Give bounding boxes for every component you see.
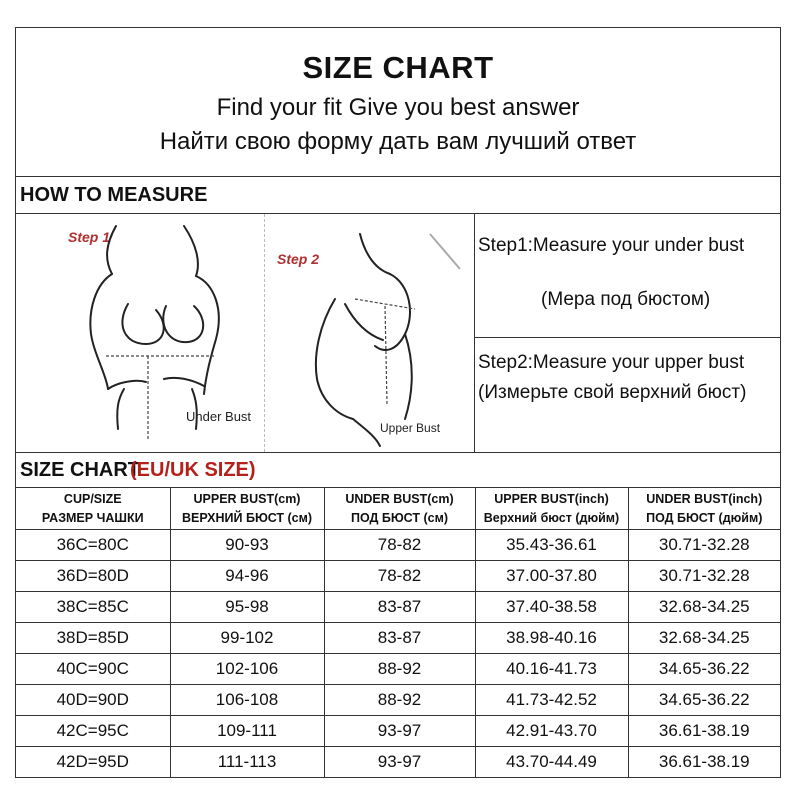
upper-bust-figure-icon xyxy=(265,214,475,452)
column-header xyxy=(475,488,628,530)
step2-instruction: Step2:Measure your upper bust (Измерьте свой верхний бюст) xyxy=(478,352,747,403)
table-row xyxy=(16,561,780,592)
table-row xyxy=(16,716,780,747)
step1-caption: Under Bust xyxy=(186,409,252,424)
instructions-divider-vertical xyxy=(474,214,475,452)
table-cell: 99-102 xyxy=(170,623,324,654)
table-row xyxy=(16,654,780,685)
table-cell: 41.73-42.52 xyxy=(475,685,628,716)
under-bust-figure-icon xyxy=(46,214,276,452)
column-header xyxy=(324,488,475,530)
table-cell: 40.16-41.73 xyxy=(475,654,628,685)
table-cell: 36C=80C xyxy=(16,530,170,561)
size-chart-frame xyxy=(15,27,781,778)
page-title: SIZE CHART xyxy=(302,50,494,85)
column-header xyxy=(170,488,324,530)
table-cell: 34.65-36.22 xyxy=(628,654,780,685)
column-header-ru: ПОД БЮСТ (дюйм) xyxy=(646,510,763,525)
column-header xyxy=(16,488,170,530)
table-cell: 30.71-32.28 xyxy=(628,561,780,592)
table-cell: 36.61-38.19 xyxy=(628,716,780,747)
table-cell: 83-87 xyxy=(324,623,475,654)
size-chart-heading-suffix: (EU/UK SIZE) xyxy=(130,459,256,481)
column-header-en: UPPER BUST(inch) xyxy=(494,491,609,506)
table-cell: 37.00-37.80 xyxy=(475,561,628,592)
column-header-en: CUP/SIZE xyxy=(63,491,122,506)
table-cell: 32.68-34.25 xyxy=(628,623,780,654)
table-cell: 95-98 xyxy=(170,592,324,623)
table-cell: 32.68-34.25 xyxy=(628,592,780,623)
table-row xyxy=(16,592,780,623)
table-row xyxy=(16,623,780,654)
table-cell: 90-93 xyxy=(170,530,324,561)
column-header-ru: РАЗМЕР ЧАШКИ xyxy=(41,510,144,525)
table-cell: 42C=95C xyxy=(16,716,170,747)
how-to-measure-heading-bar xyxy=(16,177,780,214)
table-cell: 38.98-40.16 xyxy=(475,623,628,654)
column-header-en: UNDER BUST(cm) xyxy=(345,491,454,506)
table-cell: 94-96 xyxy=(170,561,324,592)
table-cell: 30.71-32.28 xyxy=(628,530,780,561)
table-cell: 111-113 xyxy=(170,747,324,778)
step1-instruction-russian: (Мера под бюстом) xyxy=(541,289,711,310)
table-row xyxy=(16,530,780,561)
table-cell: 35.43-36.61 xyxy=(475,530,628,561)
column-header-ru: ВЕРХНИЙ БЮСТ (см) xyxy=(181,510,313,525)
table-cell: 109-111 xyxy=(170,716,324,747)
table-cell: 106-108 xyxy=(170,685,324,716)
size-table-header-row xyxy=(16,488,780,530)
table-cell: 36D=80D xyxy=(16,561,170,592)
step2-label: Step 2 xyxy=(277,251,320,267)
size-chart-heading-bar xyxy=(16,452,780,488)
subtitle-russian: Найти свою форму дать вам лучший ответ xyxy=(159,128,637,155)
table-cell: 83-87 xyxy=(324,592,475,623)
table-cell: 34.65-36.22 xyxy=(628,685,780,716)
table-cell: 93-97 xyxy=(324,747,475,778)
table-cell: 40D=90D xyxy=(16,685,170,716)
instructions-divider-horizontal xyxy=(474,337,780,338)
table-cell: 38D=85D xyxy=(16,623,170,654)
table-cell: 36.61-38.19 xyxy=(628,747,780,778)
table-row xyxy=(16,685,780,716)
table-cell: 78-82 xyxy=(324,561,475,592)
table-row xyxy=(16,747,780,778)
column-header-en: UNDER BUST(inch) xyxy=(646,491,763,506)
chart-header xyxy=(16,28,780,177)
how-to-measure-heading: HOW TO MEASURE xyxy=(20,184,208,206)
table-cell: 88-92 xyxy=(324,654,475,685)
size-chart-heading: SIZE CHART xyxy=(20,459,140,481)
step2-illustration xyxy=(264,214,475,452)
table-cell: 40C=90C xyxy=(16,654,170,685)
column-header xyxy=(628,488,780,530)
step2-caption: Upper Bust xyxy=(380,421,441,435)
table-cell: 102-106 xyxy=(170,654,324,685)
table-cell: 37.40-38.58 xyxy=(475,592,628,623)
table-cell: 42D=95D xyxy=(16,747,170,778)
step1-instruction: Step1:Measure your under bust xyxy=(478,235,745,256)
table-cell: 38C=85C xyxy=(16,592,170,623)
table-cell: 42.91-43.70 xyxy=(475,716,628,747)
size-table xyxy=(16,488,780,778)
table-cell: 43.70-44.49 xyxy=(475,747,628,778)
size-table-body xyxy=(16,530,780,778)
column-header-ru: Верхний бюст (дюйм) xyxy=(483,510,620,525)
column-header-ru: ПОД БЮСТ (см) xyxy=(351,510,448,525)
step1-label: Step 1 xyxy=(68,229,111,245)
table-cell: 93-97 xyxy=(324,716,475,747)
table-cell: 78-82 xyxy=(324,530,475,561)
column-header-en: UPPER BUST(cm) xyxy=(193,491,301,506)
subtitle-english: Find your fit Give you best answer xyxy=(216,94,580,121)
step1-illustration xyxy=(46,214,276,452)
table-cell: 88-92 xyxy=(324,685,475,716)
